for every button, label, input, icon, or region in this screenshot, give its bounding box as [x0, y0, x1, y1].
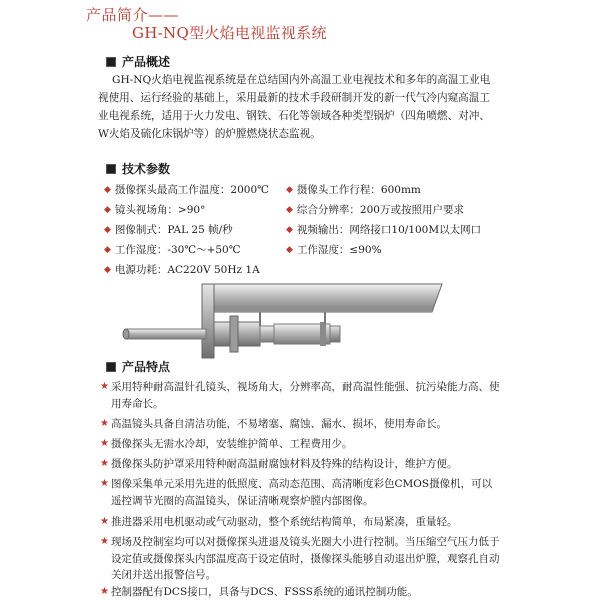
camera-probe-image [120, 282, 450, 362]
specs-heading [106, 160, 170, 177]
specs-heading-label: 技术参数 [122, 162, 171, 176]
section-square-icon [106, 57, 116, 67]
feature-item [100, 534, 500, 584]
section-square-icon [106, 164, 116, 174]
star-bullet-icon: ★ [100, 381, 109, 392]
spec-item [104, 262, 260, 277]
overview-text: GH-NQ火焰电视监视系统是在总结国内外高温工业电视技术和多年的高温工业电视使用、运行经验的基础上，采用最新的技术手段研制开发的新一代气冷内窥高温工业电视系统，适用于火力发电、钢铁、石化等领域各种类型锅炉（四角喷燃、对冲、W火焰及硫化床锅炉等）的炉膛燃烧状态监视。 [98, 74, 491, 140]
feature-text: 控制器配有DCS接口，具备与DCS、FSSS系统的通讯控制功能。 [111, 586, 418, 598]
feature-item [100, 514, 500, 531]
feature-text: 高温镜头具备自清洁功能，不易堵塞、腐蚀、漏水、损坏，使用寿命长。 [111, 418, 447, 430]
section-square-icon [106, 362, 116, 372]
feature-text: 图像采集单元采用先进的低照度、高动态范围、高清晰度彩色CMOS摄像机，可以遥控调节光圈的高温镜头，保证清晰观察炉膛内部图像。 [111, 478, 493, 507]
star-bullet-icon: ★ [100, 478, 109, 489]
features-heading [106, 358, 170, 375]
diamond-bullet-icon: ◆ [104, 264, 111, 275]
page-title: GH-NQ型火焰电视监视系统 [132, 24, 327, 42]
diamond-bullet-icon: ◆ [104, 204, 111, 215]
star-bullet-icon: ★ [100, 458, 109, 469]
spec-item [286, 222, 481, 237]
diamond-bullet-icon: ◆ [286, 184, 293, 195]
feature-item [100, 476, 500, 509]
feature-item [100, 416, 500, 433]
spec-text: 摄像探头最高工作温度：2000℃ [114, 184, 269, 196]
spec-text: 摄像头工作行程：600mm [296, 184, 421, 196]
diamond-bullet-icon: ◆ [104, 224, 111, 235]
diamond-bullet-icon: ◆ [104, 244, 111, 255]
feature-item [100, 379, 500, 412]
spec-item [286, 182, 421, 197]
intro-heading: 产品简介—— [86, 6, 180, 24]
spec-item [104, 182, 269, 197]
features-heading-label: 产品特点 [122, 360, 171, 374]
star-bullet-icon: ★ [100, 536, 109, 547]
feature-text: 推进器采用电机驱动或气动驱动，整个系统结构简单，布局紧凑，重量轻。 [111, 516, 458, 528]
diamond-bullet-icon: ◆ [104, 184, 111, 195]
star-bullet-icon: ★ [100, 418, 109, 429]
spec-text: 工作湿度：-30℃～+50℃ [114, 244, 241, 256]
diamond-bullet-icon: ◆ [286, 244, 293, 255]
diamond-bullet-icon: ◆ [286, 224, 293, 235]
feature-item [100, 584, 500, 601]
star-bullet-icon: ★ [100, 438, 109, 449]
star-bullet-icon: ★ [100, 516, 109, 527]
spec-text: 镜头视场角：>90° [114, 204, 206, 216]
spec-text: 综合分辨率：200万或按照用户要求 [296, 204, 464, 216]
spec-text: 工作湿度：≤90% [296, 244, 382, 256]
feature-text: 现场及控制室均可以对摄像探头进退及镜头光圈大小进行控制。当压缩空气压力低于设定值或摄像探头内部温度高于设定值时，摄像探头能够自动退出炉膛，观察孔自动关闭并送出报警信号。 [111, 536, 500, 581]
feature-item [100, 456, 500, 473]
feature-item [100, 436, 500, 453]
spec-text: 图像制式：PAL 25 帧/秒 [114, 224, 233, 236]
spec-item [286, 242, 382, 257]
overview-heading [106, 53, 170, 70]
feature-text: 摄像探头无需水冷却，安装维护简单、工程费用少。 [111, 438, 353, 450]
spec-item [104, 242, 240, 257]
overview-heading-label: 产品概述 [122, 55, 171, 69]
feature-text: 采用特种耐高温针孔镜头，视场角大，分辨率高，耐高温性能强、抗污染能力高、使用寿命长。 [111, 381, 500, 410]
feature-text: 摄像探头防护罩采用特种耐高温耐腐蚀材料及特殊的结构设计，维护方便。 [111, 458, 458, 470]
star-bullet-icon: ★ [100, 586, 109, 597]
spec-item [104, 222, 233, 237]
spec-item [286, 202, 464, 217]
diamond-bullet-icon: ◆ [286, 204, 293, 215]
spec-text: 电源功耗：AC220V 50Hz 1A [114, 264, 260, 276]
spec-item [104, 202, 205, 217]
spec-text: 视频输出：网络接口10/100M以太网口 [296, 224, 482, 236]
